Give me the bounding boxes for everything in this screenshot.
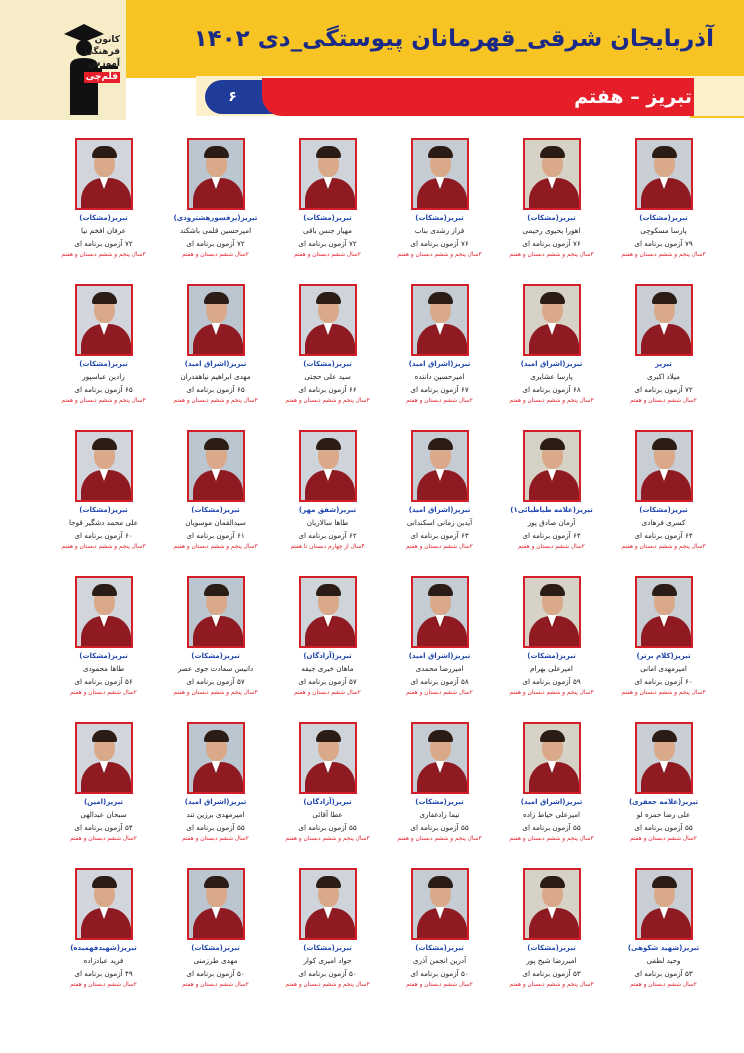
student-name: عطا آقائی <box>312 810 343 819</box>
student-score: ۶۵ آزمون برنامه ای <box>74 385 133 394</box>
student-name: فراز رشدی بناب <box>414 226 465 235</box>
logo-text-line3: آموزش <box>88 59 120 69</box>
student-photo <box>75 868 133 940</box>
student-school: تبریز(مشکات) <box>415 944 464 952</box>
student-school: تبریز(مشکات) <box>191 944 240 952</box>
student-card <box>274 138 381 284</box>
student-name: علی محمد دشگیر قوجا <box>68 518 139 527</box>
student-name: سبحان عبدالهی <box>80 810 127 819</box>
student-years: ۳سال پنجم و ششم دبستان و هفتم <box>509 690 594 696</box>
student-name: آیدین زمانی اسکندانی <box>406 518 473 527</box>
student-photo <box>411 576 469 648</box>
region-title: تبریز – هفتم <box>574 86 692 108</box>
student-photo <box>299 284 357 356</box>
student-score: ۶۰ آزمون برنامه ای <box>74 531 133 540</box>
logo-text-line1: کانون <box>94 35 120 45</box>
student-card <box>498 138 605 284</box>
student-years: ۲سال ششم دبستان و هفتم <box>406 982 473 988</box>
student-photo <box>523 722 581 794</box>
student-school: تبریز(مشکات) <box>79 214 128 222</box>
student-score: ۵۷ آزمون برنامه ای <box>186 677 245 686</box>
student-photo <box>187 430 245 502</box>
student-name: آدرین انجمن آذری <box>412 956 467 965</box>
student-score: ۵۰ آزمون برنامه ای <box>186 969 245 978</box>
student-card <box>50 138 157 284</box>
student-score: ۵۵ آزمون برنامه ای <box>410 823 469 832</box>
student-school: تبریز(کلام برتر) <box>636 652 691 660</box>
student-card <box>274 576 381 722</box>
student-name: پارسا عشایری <box>530 372 573 381</box>
student-school: تبریز(اشراق امید) <box>520 798 583 806</box>
student-name: فرید عبادزاده <box>83 956 124 965</box>
student-photo <box>635 576 693 648</box>
student-score: ۷۶ آزمون برنامه ای <box>522 239 581 248</box>
student-score: ۵۹ آزمون برنامه ای <box>522 677 581 686</box>
student-name: سید علی حجتی <box>304 372 351 381</box>
student-photo <box>75 576 133 648</box>
student-photo <box>75 722 133 794</box>
student-photo <box>75 284 133 356</box>
student-name: مهدی ابراهیم نیاهفدران <box>180 372 251 381</box>
student-card <box>274 722 381 868</box>
student-photo <box>523 138 581 210</box>
student-card <box>50 430 157 576</box>
student-score: ۵۵ آزمون برنامه ای <box>298 823 357 832</box>
student-years: ۲سال ششم دبستان و هفتم <box>70 836 137 842</box>
student-name: کسری فرهادی <box>641 518 686 527</box>
student-card <box>162 284 269 430</box>
student-card <box>50 722 157 868</box>
logo-area <box>0 0 126 120</box>
logo-text-line4: قلم‌چی <box>85 72 118 82</box>
student-school: تبریز(مشکات) <box>415 214 464 222</box>
student-photo <box>411 430 469 502</box>
student-score: ۷۲ آزمون برنامه ای <box>634 385 693 394</box>
student-name: امیرمهدی امانی <box>640 664 687 673</box>
student-name: مهدی طرزمنی <box>193 956 238 965</box>
student-card <box>162 430 269 576</box>
student-name: امیرعلی خیاط زاده <box>522 810 581 819</box>
student-score: ۵۵ آزمون برنامه ای <box>186 823 245 832</box>
student-score: ۷۲ آزمون برنامه ای <box>186 239 245 248</box>
student-score: ۵۸ آزمون برنامه ای <box>410 677 469 686</box>
student-card <box>498 284 605 430</box>
student-school: تبریز(اشراق امید) <box>520 360 583 368</box>
student-card <box>162 722 269 868</box>
student-school: تبریز <box>655 360 672 368</box>
student-score: ۶۵ آزمون برنامه ای <box>186 385 245 394</box>
student-school: تبریز(مشکات) <box>303 360 352 368</box>
student-card <box>386 722 493 868</box>
student-photo <box>187 868 245 940</box>
student-card <box>498 868 605 1014</box>
student-years: ۳سال پنجم و ششم دبستان و هفتم <box>397 252 482 258</box>
student-name: مهیار جنس باقی <box>303 226 352 235</box>
student-school: تبریز(مشکات) <box>79 506 128 514</box>
logo-text-line2: فرهنگی <box>84 47 120 57</box>
student-photo <box>187 138 245 210</box>
student-school: تبریز(مشکات) <box>527 214 576 222</box>
student-school: تبریز(اشراق امید) <box>408 506 471 514</box>
student-years: ۲سال ششم دبستان و هفتم <box>182 982 249 988</box>
student-name: دانیس سعادت جوی عصر <box>177 664 254 673</box>
student-years: ۳سال پنجم و ششم دبستان و هفتم <box>509 398 594 404</box>
student-score: ۵۵ آزمون برنامه ای <box>522 823 581 832</box>
student-years: ۲سال ششم دبستان و هفتم <box>406 398 473 404</box>
student-photo <box>187 576 245 648</box>
student-name: امیرعلی بهرام <box>530 664 573 673</box>
student-score: ۵۰ آزمون برنامه ای <box>298 969 357 978</box>
student-photo <box>523 284 581 356</box>
student-score: ۷۶ آزمون برنامه ای <box>410 239 469 248</box>
student-card <box>498 576 605 722</box>
student-name: طاها محمودی <box>82 664 125 673</box>
student-years: ۳سال پنجم و ششم دبستان و هفتم <box>285 398 370 404</box>
student-score: ۵۴ آزمون برنامه ای <box>74 823 133 832</box>
student-school: تبریز(شهیدفهمیده) <box>70 944 137 952</box>
student-years: ۲سال ششم دبستان و هفتم <box>294 690 361 696</box>
student-name: امیررضا محمدی <box>415 664 464 673</box>
student-school: تبریز(مشکات) <box>303 944 352 952</box>
student-name: اهورا یحیوی رحیمی <box>522 226 581 235</box>
student-card <box>274 868 381 1014</box>
student-years: ۳سال پنجم و ششم دبستان و هفتم <box>621 544 706 550</box>
student-name: سیدالقمان موسویان <box>185 518 246 527</box>
student-years: ۲سال ششم دبستان و هفتم <box>182 836 249 842</box>
student-score: ۶۸ آزمون برنامه ای <box>522 385 581 394</box>
student-score: ۷۲ آزمون برنامه ای <box>298 239 357 248</box>
student-score: ۴۹ آزمون برنامه ای <box>74 969 133 978</box>
student-card <box>498 722 605 868</box>
student-card <box>50 284 157 430</box>
student-card <box>274 284 381 430</box>
student-years: ۳سال پنجم و ششم دبستان و هفتم <box>621 690 706 696</box>
student-name: پارسا مسکوچی <box>640 226 687 235</box>
student-card <box>386 576 493 722</box>
student-photo <box>299 722 357 794</box>
student-school: تبریز(مشکات) <box>527 944 576 952</box>
student-photo <box>75 138 133 210</box>
student-school: تبریز(آزادگان) <box>303 798 352 806</box>
student-score: ۶۶ آزمون برنامه ای <box>298 385 357 394</box>
student-photo <box>75 430 133 502</box>
student-card <box>386 138 493 284</box>
student-photo <box>187 722 245 794</box>
student-years: ۳سال پنجم و ششم دبستان و هفتم <box>61 544 146 550</box>
student-card <box>386 284 493 430</box>
student-school: تبریز(آزادگان) <box>303 652 352 660</box>
student-school: تبریز(اشراق امید) <box>408 652 471 660</box>
page-title: آذربایجان شرقی_قهرمانان پیوستگی_دی ۱۴۰۲ <box>193 26 714 52</box>
student-years: ۲سال ششم دبستان و هفتم <box>630 982 697 988</box>
student-score: ۷۹ آزمون برنامه ای <box>634 239 693 248</box>
student-name: امیرحسین داننده <box>414 372 465 381</box>
student-name: امیرحسین قلمی باشکند <box>179 226 252 235</box>
student-years: ۳سال پنجم و ششم دبستان و هفتم <box>173 690 258 696</box>
student-card <box>610 868 717 1014</box>
student-years: ۴سال از چهارم دبستان تا هفتم <box>290 544 365 550</box>
student-score: ۵۳ آزمون برنامه ای <box>634 969 693 978</box>
student-card <box>610 722 717 868</box>
student-score: ۶۴ آزمون برنامه ای <box>634 531 693 540</box>
student-score: ۵۵ آزمون برنامه ای <box>634 823 693 832</box>
student-name: جواد امیری کوار <box>303 956 352 965</box>
student-photo <box>299 868 357 940</box>
student-school: تبریز(مشکات) <box>415 798 464 806</box>
student-card <box>162 868 269 1014</box>
student-card <box>50 576 157 722</box>
student-school: تبریز(علامه جعفری) <box>628 798 699 806</box>
student-school: تبریز(پرفسورهشترودی) <box>173 214 258 222</box>
student-photo <box>299 430 357 502</box>
student-name: امیررضا شیخ پور <box>526 956 577 965</box>
student-photo <box>411 138 469 210</box>
student-card <box>274 430 381 576</box>
student-name: وحید لطفی <box>646 956 681 965</box>
student-school: تبریز(اشراق امید) <box>184 360 247 368</box>
student-school: تبریز(مشکات) <box>79 360 128 368</box>
student-name: عرفان افخم نیا <box>81 226 126 235</box>
student-score: ۷۲ آزمون برنامه ای <box>74 239 133 248</box>
student-card <box>162 138 269 284</box>
student-card <box>610 576 717 722</box>
student-school: تبریز(مشکات) <box>639 214 688 222</box>
student-years: ۲سال ششم دبستان و هفتم <box>630 398 697 404</box>
student-name: طاها سالاریان <box>306 518 349 527</box>
student-years: ۳سال پنجم و ششم دبستان و هفتم <box>621 252 706 258</box>
student-card <box>386 430 493 576</box>
student-score: ۶۷ آزمون برنامه ای <box>410 385 469 394</box>
student-years: ۳سال پنجم و ششم دبستان و هفتم <box>285 836 370 842</box>
student-name: امیرمهدی برزین تند <box>186 810 245 819</box>
student-photo <box>299 576 357 648</box>
student-card <box>610 138 717 284</box>
student-photo <box>635 138 693 210</box>
student-years: ۲سال ششم دبستان و هفتم <box>182 252 249 258</box>
student-school: تبریز(مشکات) <box>191 652 240 660</box>
student-card <box>162 576 269 722</box>
student-name: آرمان صادق پور <box>527 518 576 527</box>
student-years: ۲سال ششم دبستان و هفتم <box>518 544 585 550</box>
student-score: ۶۰ آزمون برنامه ای <box>634 677 693 686</box>
students-grid <box>37 138 717 1014</box>
student-photo <box>411 868 469 940</box>
student-photo <box>523 576 581 648</box>
student-years: ۳سال پنجم و ششم دبستان و هفتم <box>509 982 594 988</box>
student-years: ۲سال ششم دبستان و هفتم <box>630 836 697 842</box>
student-years: ۳سال پنجم و ششم دبستان و هفتم <box>173 544 258 550</box>
student-school: تبریز(شفق مهر) <box>298 506 357 514</box>
student-name: نیما زادغفاری <box>419 810 460 819</box>
student-photo <box>635 868 693 940</box>
student-school: تبریز(اشراق امید) <box>408 360 471 368</box>
student-photo <box>411 284 469 356</box>
student-photo <box>635 722 693 794</box>
student-photo <box>523 430 581 502</box>
student-years: ۲سال ششم دبستان و هفتم <box>294 252 361 258</box>
student-school: تبریز(مشکات) <box>527 652 576 660</box>
student-score: ۶۱ آزمون برنامه ای <box>186 531 245 540</box>
student-photo <box>187 284 245 356</box>
student-score: ۶۲ آزمون برنامه ای <box>298 531 357 540</box>
student-school: تبریز(مشکات) <box>191 506 240 514</box>
student-card <box>50 868 157 1014</box>
student-card <box>610 284 717 430</box>
student-score: ۶۴ آزمون برنامه ای <box>522 531 581 540</box>
student-photo <box>411 722 469 794</box>
student-years: ۲سال ششم دبستان و هفتم <box>406 544 473 550</box>
student-score: ۵۶ آزمون برنامه ای <box>74 677 133 686</box>
student-score: ۵۳ آزمون برنامه ای <box>522 969 581 978</box>
student-years: ۳سال پنجم و ششم دبستان و هفتم <box>509 252 594 258</box>
student-school: تبریز(شهید شکوهی) <box>627 944 700 952</box>
student-name: ماهان خیری جیقه <box>301 664 354 673</box>
student-school: تبریز(علامه طباطبائی۱) <box>510 506 593 514</box>
student-photo <box>635 430 693 502</box>
student-years: ۲سال ششم دبستان و هفتم <box>406 690 473 696</box>
student-score: ۵۰ آزمون برنامه ای <box>410 969 469 978</box>
student-photo <box>523 868 581 940</box>
student-years: ۳سال پنجم و ششم دبستان و هفتم <box>61 398 146 404</box>
student-card <box>610 430 717 576</box>
student-score: ۵۷ آزمون برنامه ای <box>298 677 357 686</box>
student-years: ۳سال پنجم و ششم دبستان و هفتم <box>173 398 258 404</box>
student-years: ۳سال پنجم و ششم دبستان و هفتم <box>61 252 146 258</box>
student-name: علی رضا حمزه لو <box>636 810 691 819</box>
student-years: ۳سال پنجم و ششم دبستان و هفتم <box>509 836 594 842</box>
student-card <box>386 868 493 1014</box>
student-years: ۲سال ششم دبستان و هفتم <box>70 690 137 696</box>
student-name: رادین عباسپور <box>82 372 125 381</box>
student-school: تبریز(اشراق امید) <box>184 798 247 806</box>
student-years: ۳سال پنجم و ششم دبستان و هفتم <box>397 836 482 842</box>
student-years: ۳سال پنجم و ششم دبستان و هفتم <box>285 982 370 988</box>
student-score: ۶۳ آزمون برنامه ای <box>410 531 469 540</box>
page-number: ۶ <box>228 89 237 105</box>
student-name: میلاد اکبری <box>647 372 680 381</box>
student-school: تبریز(مشکات) <box>639 506 688 514</box>
student-years: ۲سال ششم دبستان و هفتم <box>70 982 137 988</box>
student-school: تبریز(مشکات) <box>303 214 352 222</box>
student-school: تبریز(مشکات) <box>79 652 128 660</box>
student-photo <box>635 284 693 356</box>
student-photo <box>299 138 357 210</box>
student-school: تبریز(امین) <box>83 798 124 806</box>
student-card <box>498 430 605 576</box>
